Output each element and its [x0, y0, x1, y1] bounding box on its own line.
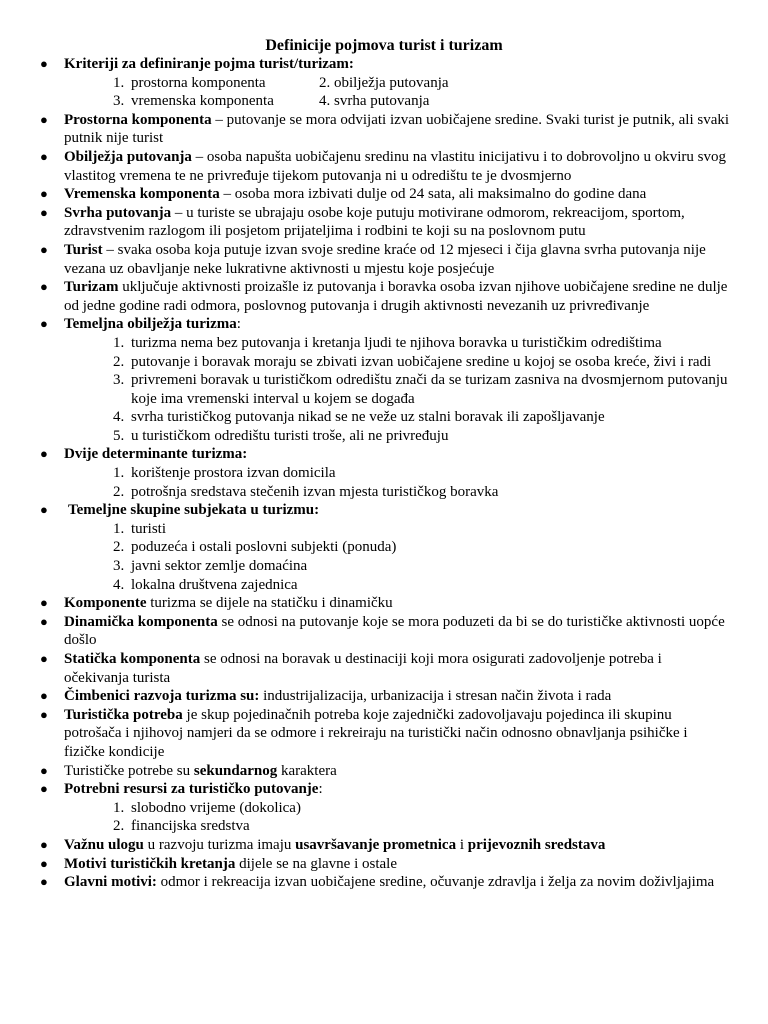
- list-item: ● Turističke potrebe su sekundarnog karaktera: [40, 762, 337, 779]
- list-item: [40, 613, 730, 650]
- term: Turistička potreba: [64, 706, 183, 723]
- sub-item: 3. privremeni boravak u turističkom odredištu znači da se turizam zasniva na dvosmjernom putovanju koje ima vremenski interval u kojem se događa: [113, 372, 728, 407]
- sub-item: vremenska komponenta: [131, 93, 274, 110]
- term: sekundarnog: [193, 762, 278, 779]
- definition: – u turiste se ubrajaju osobe koje putuju motivirane odmorom, rekreacijom, sportom, zdravstvenim razlogom ili posjetom prijateljima i rodbini te koji su na poslovnom putu: [64, 204, 685, 240]
- list-item-kriteriji: [40, 55, 730, 111]
- term: Svrha putovanja: [64, 204, 172, 221]
- bullet-icon: ●: [40, 111, 48, 127]
- bullet-icon: ●: [40, 279, 48, 295]
- sub-item: 2. putovanje i boravak moraju se zbivati izvan uobičajene sredine u kojoj se osoba kreće, živi i radi: [113, 353, 712, 370]
- list-item-temeljna: ● Temeljna obilježja turizma: 1. turizma nema bez putovanja i kretanja ljudi te njihova boravka u turističkim odredištima 2. putovanje i boravak moraju se zbivati izvan uobičajene sredine u kojoj se osoba kreće, živi i radi 3. privremeni boravak u turističkom odredištu znači da se turizam zasniva na dvosmjernom putovanju koje ima vremenski interval u kojem se događa 4. svrha turističkog putovanja nikad se ne veže uz stalni boravak ili zapošljavanje 5. u turističkom odredištu turisti troše, ali ne privređuju: [40, 315, 730, 445]
- term: Motivi turističkih kretanja: [64, 855, 236, 872]
- sub-row: 1. prostorna komponenta 2. obilježja putovanja: [113, 74, 449, 91]
- bullet-icon: ●: [40, 316, 48, 332]
- list-item-determinante: [40, 445, 730, 501]
- list-item: [40, 594, 730, 613]
- definition: – putovanje se mora odvijati izvan uobičajene sredine. Svaki turist je putnik, ali svaki putnik nije turist: [64, 111, 730, 147]
- list-item: [40, 855, 730, 874]
- bullet-icon: ●: [40, 56, 48, 71]
- sub-item: 2. financijska sredstva: [113, 818, 250, 835]
- list-item: [40, 148, 730, 185]
- bullet-icon: ●: [40, 241, 48, 257]
- definition: dijele se na glavne i ostale: [235, 855, 397, 872]
- page-title: Definicije pojmova turist i turizam: [265, 37, 503, 54]
- sub-item: 1. slobodno vrijeme (dokolica): [113, 799, 301, 816]
- list-item: [40, 687, 730, 706]
- term: Temeljna obilježja turizma: [64, 316, 237, 333]
- bullet-icon: ●: [40, 595, 48, 611]
- bullet-icon: ●: [40, 688, 48, 704]
- term: Potrebni resursi za turističko putovanje: [64, 781, 319, 798]
- list-item-skupine: [40, 501, 730, 594]
- list-item: [40, 241, 730, 278]
- term: Važnu ulogu: [64, 836, 144, 853]
- term: Dinamička komponenta: [64, 613, 218, 630]
- bullet-icon: ●: [40, 874, 48, 890]
- term-kriteriji: Kriteriji za definiranje pojma turist/turizam:: [64, 56, 354, 72]
- list-item: [40, 185, 730, 204]
- list-item: [40, 706, 730, 762]
- term: Obilježja putovanja: [64, 148, 192, 165]
- definition: industrijalizacija, urbanizacija i stresan način života i rada: [259, 688, 612, 705]
- definition: se odnosi na boravak u destinaciji koji mora osigurati zadovoljenje potreba i očekivanja turista: [64, 651, 662, 686]
- sub-item: 4. svrha turističkog putovanja nikad se ne veže uz stalni boravak ili zapošljavanje: [113, 409, 605, 426]
- term: Turist: [64, 241, 103, 258]
- term: Statička komponenta: [64, 651, 201, 667]
- bullet-icon: ●: [40, 651, 48, 666]
- sub-item: 5. u turističkom odredištu turisti troše, ali ne privređuju: [113, 427, 449, 444]
- term: Čimbenici razvoja turizma su:: [64, 688, 260, 705]
- sub-item: 2. poduzeća i ostali poslovni subjekti (ponuda): [113, 539, 397, 556]
- term: Turizam: [64, 279, 119, 296]
- term: Prostorna komponenta: [64, 111, 212, 128]
- definition: uključuje aktivnosti proizašle iz putovanja i boravka osoba izvan njihove uobičajene sredine ne dulje od jedne godine radi odmora, poslovnog putovanja i drugih aktivnosti nevezanih uz privređivanje: [64, 279, 728, 314]
- sub-list: [64, 520, 730, 594]
- definition: – osoba mora izbivati dulje od 24 sata, ali maksimalno do godine dana: [219, 186, 647, 203]
- sub-item: prostorna komponenta: [131, 74, 266, 91]
- definition: turizma se dijele na statičku i dinamičku: [146, 595, 393, 612]
- bullet-icon: ●: [40, 502, 48, 518]
- term: Temeljne skupine subjekata u turizmu:: [68, 502, 320, 519]
- bullet-icon: ●: [40, 781, 48, 797]
- sub-row: 3. vremenska komponenta 4. svrha putovanja: [113, 93, 430, 110]
- list-item-resursi: ● Potrebni resursi za turističko putovanje: 1. slobodno vrijeme (dokolica) 2. financijska sredstva: [40, 780, 730, 836]
- bullet-icon: ●: [40, 148, 48, 164]
- definition: – osoba napušta uobičajenu sredinu na vlastitu inicijativu i to dobrovoljno u okviru svog vlastitog vremena te ne privređuje tijekom putovanja ni u odredištu te je dvosmjerno: [64, 148, 727, 184]
- sub-list: [64, 799, 730, 836]
- bullet-icon: ●: [40, 613, 48, 629]
- bullet-icon: ●: [40, 204, 48, 220]
- bullet-icon: ●: [40, 855, 48, 871]
- list-item: [40, 204, 730, 241]
- bullet-icon: ●: [40, 706, 48, 722]
- bullet-icon: ●: [40, 836, 48, 852]
- list-item: [40, 650, 730, 687]
- list-item: [40, 873, 730, 892]
- sub-item: 3. javni sektor zemlje domaćina: [113, 558, 308, 575]
- sub-list: [64, 334, 730, 446]
- term: Glavni motivi:: [64, 874, 157, 891]
- sub-item: 1. korištenje prostora izvan domicila: [113, 465, 336, 482]
- list-item: [40, 111, 730, 148]
- list-item: ● Važnu ulogu u razvoju turizma imaju usavršavanje prometnica i prijevoznih sredstava: [40, 836, 606, 853]
- definition: – svaka osoba koja putuje izvan svoje sredine kraće od 12 mjeseci i čija glavna svrha putovanja nije vezana uz obavljanje neke lukrativne aktivnosti u mjestu koje posjećuje: [64, 241, 706, 277]
- sub-item: 1. turisti: [113, 520, 167, 537]
- term: Vremenska komponenta: [64, 186, 220, 203]
- document-body: [40, 55, 730, 892]
- sub-item: 4. lokalna društvena zajednica: [113, 576, 298, 593]
- list-item: [40, 278, 730, 315]
- bullet-icon: ●: [40, 446, 48, 462]
- term: Komponente: [64, 595, 147, 612]
- sub-item: 1. turizma nema bez putovanja i kretanja ljudi te njihova boravka u turističkim odredištima: [113, 334, 662, 351]
- bullet-icon: ●: [40, 186, 48, 202]
- definition: odmor i rekreacija izvan uobičajene sredine, očuvanje zdravlja i želja za novim doživljajima: [156, 874, 715, 891]
- definition: je skup pojedinačnih potreba koje zajednički zadovoljavaju pojedinca ili skupinu potrošača i njihovoj namjeri da se odmore i rekreiraju na turistički način odnosno obnavljanja psihičke i fizičke kondicije: [64, 706, 688, 760]
- sub-item: obilježja putovanja: [334, 74, 449, 91]
- term: Dvije determinante turizma:: [64, 446, 248, 463]
- sub-item: 2. potrošnja sredstava stečenih izvan mjesta turističkog boravka: [113, 483, 499, 500]
- definition: se odnosi na putovanje koje se mora poduzeti da bi se do turističke aktivnosti uopće došlo: [64, 613, 725, 649]
- bullet-icon: ●: [40, 762, 48, 778]
- sub-item: svrha putovanja: [334, 93, 430, 110]
- sub-list: [64, 464, 730, 501]
